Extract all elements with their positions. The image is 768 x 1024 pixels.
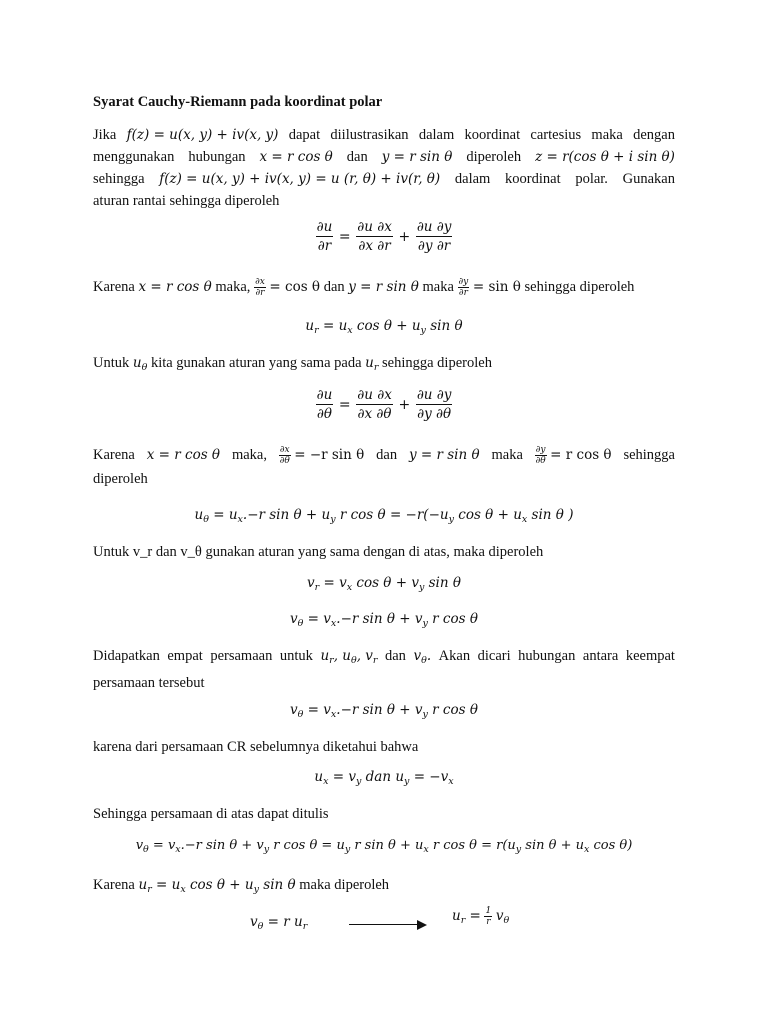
equation-ur: $u_r = u_x$ $\cos \theta + u_y$ sin θ (305, 318, 463, 336)
equation-vr: $v_r = v_x$ $\cos \theta + v_y$ sin θ (307, 575, 461, 593)
fraction: $\frac{\partial u \partial x}{\partial x \partial r}$ (357, 219, 392, 254)
paragraph-intro (93, 124, 675, 212)
equation-cr-conditions: $u_x = v_y$ dan $u_y = -v_x$ (314, 769, 454, 787)
fraction: $\frac{\partial x}{\partial r}$ (255, 277, 265, 299)
equation-v-theta-repeat: $v_\theta = v_x.-r$ $\sin \theta + v_y$ r cos θ (290, 702, 478, 720)
paragraph-karena-theta (93, 444, 675, 490)
paragraph-line: Karena x = r cos θ maka, $\frac{\partial x}{\partial\theta}$ = −r sin θ dan y = r sin θ maka $\frac{\partial y}{\partial\theta}$ = r cos θ sehingga (93, 445, 675, 467)
section-title: Syarat Cauchy-Riemann pada koordinat polar (93, 94, 383, 110)
equation-v-theta-expanded: $v_\theta = v_x.-r$ $\sin \theta + v_y$ r $\cos \theta = u_y$ r $\sin \theta + u_x$ r $\cos \theta = r(u_y$ $\sin \theta + u_x$ cos θ) (135, 838, 633, 855)
equation-v-theta-r-ur: $v_\theta = r$ $u_r$ (250, 914, 308, 932)
paragraph-line: aturan rantai sehingga diperoleh (93, 193, 280, 209)
paragraph-untuk-v: Untuk v_r dan v_θ gunakan aturan yang sama dengan di atas, maka diperoleh (93, 544, 544, 560)
fraction: $\frac{\partial u \partial y}{\partial y \partial\theta}$ (416, 387, 452, 422)
fraction: $\frac{1}{r}$ (485, 906, 492, 927)
fraction: $\frac{\partial u \partial x}{\partial x \partial\theta}$ (357, 387, 392, 422)
paragraph-line: Jika f(z) = u(x, y) + iv(x, y) dapat diilustrasikan dalam koordinat cartesius maka dengan (93, 127, 675, 143)
fraction: $\frac{\partial x}{\partial\theta}$ (279, 445, 290, 467)
equation-ur-result: $u_r$ = $\frac{1}{r}$ $v_\theta$ (452, 906, 510, 927)
paragraph-line: persamaan tersebut (93, 675, 205, 691)
arrow-right-icon (349, 920, 427, 930)
paragraph-line: diperoleh (93, 471, 148, 488)
paragraph-line: sehingga f(z) = u(x, y) + iv(x, y) = u (r, θ) + iv(r, θ) dalam koordinat polar. Gunakan (93, 171, 675, 187)
equation-v-theta: $v_\theta = v_x.-r$ $\sin \theta + v_y$ r cos θ (290, 611, 478, 629)
fraction: $\frac{\partial u}{\partial\theta}$ (316, 387, 333, 422)
paragraph-cr: karena dari persamaan CR sebelumnya diketahui bahwa (93, 739, 419, 755)
fraction: $\frac{\partial y}{\partial r}$ (458, 277, 469, 299)
fraction: $\frac{\partial u \partial y}{\partial y \partial r}$ (416, 219, 452, 254)
paragraph-line: menggunakan hubungan x = r cos θ dan y = r sin θ diperoleh z = r(cos θ + i sin θ) (93, 149, 675, 165)
equation-u-theta: $u_\theta = u_x.-r$ $\sin \theta + u_y$ r $\cos \theta = -r(-u_y$ $\cos \theta + u_x$ sin θ ) (194, 507, 574, 525)
paragraph-line: Didapatkan empat persamaan untuk $u_r$, $u_\theta$, $v_r$ dan $v_\theta$. Akan dicari hubungan antara keempat (93, 648, 675, 666)
equation-du-dtheta: $\frac{\partial u}{\partial\theta}$ = $\frac{\partial u \partial x}{\partial x \partial\theta}$ + $\frac{\partial u \partial y}{\partial y \partial\theta}$ (316, 387, 452, 422)
fraction: $\frac{\partial u}{\partial r}$ (316, 219, 333, 254)
fraction: $\frac{\partial y}{\partial\theta}$ (535, 445, 546, 467)
paragraph-untuk-u-theta: Untuk $u_\theta$ kita gunakan aturan yang sama pada $u_r$ sehingga diperoleh (93, 355, 492, 373)
paragraph-karena-ur: Karena $u_r = u_x$ $\cos \theta + u_y$ sin θ maka diperoleh (93, 877, 390, 895)
paragraph-didapatkan (93, 645, 675, 694)
paragraph-karena-r: Karena x = r cos θ maka, $\frac{\partial x}{\partial r}$ = cos θ dan y = r sin θ maka $\frac{\partial y}{\partial r}$ = sin θ sehingga diperoleh (93, 277, 635, 299)
paragraph-sehingga: Sehingga persamaan di atas dapat ditulis (93, 806, 329, 822)
equation-du-dr: $\frac{\partial u}{\partial r}$ = $\frac{\partial u \partial x}{\partial x \partial r}$ + $\frac{\partial u \partial y}{\partial y \partial r}$ (316, 219, 452, 254)
